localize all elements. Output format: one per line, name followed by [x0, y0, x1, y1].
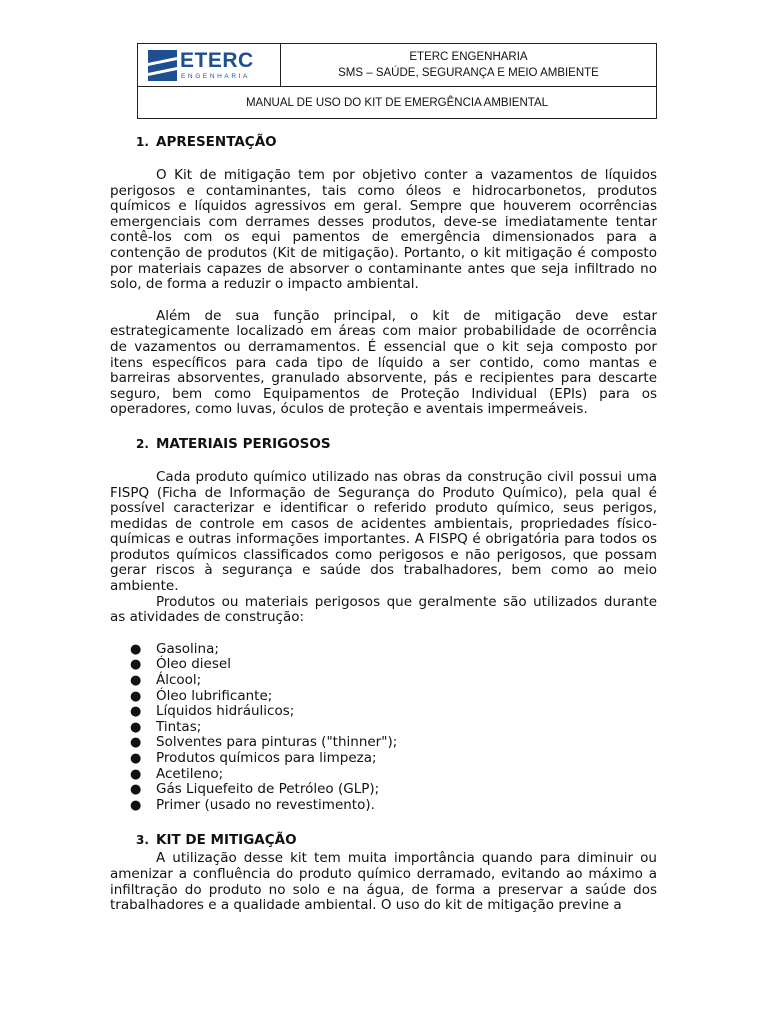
paragraph: A utilização desse kit tem muita importância quando para diminuir ou amenizar a confluência do produto químico derramado, evitando ao máximo a infiltração do produto no solo e na água, de forma a preservar a saúde dos trabalhadores e a qualidade ambiental. O uso do kit de mitigação previne a: [110, 850, 657, 914]
paragraph: O Kit de mitigação tem por objetivo conter a vazamentos de líquidos perigosos e contaminantes, tais como óleos e hidrocarbonetos, produtos químicos e líquidos agressivos em geral. Sempre que houverem ocorrências emergenciais com derrames desses produtos, deve-se imediatamente tentar contê-los com os equi pamentos de emergência dimensionados para a contenção de produtos (Kit de mitigação). Portanto, o kit mitigação é composto por materiais capazes de absorver o contaminante antes que seja infiltrado no solo, de forma a reduzir o impacto ambiental.: [110, 167, 657, 293]
list-item: ● Gás Liquefeito de Petróleo (GLP);: [130, 781, 380, 798]
bullet-icon: ●: [130, 688, 142, 704]
bullet-icon: ●: [130, 641, 142, 657]
logo-wordmark: ETERC: [180, 49, 254, 72]
header-top-row: [138, 44, 656, 87]
list-item: ● Acetileno;: [130, 765, 224, 782]
bullet-icon: ●: [130, 751, 142, 766]
document-title: MANUAL DE USO DO KIT DE EMERGÊNCIA AMBIENTAL: [245, 97, 549, 109]
list-item: ● Óleo lubrificante;: [130, 687, 273, 704]
logo-subtitle: ENGENHARIA: [181, 73, 250, 80]
section-heading: [110, 829, 657, 851]
section-number: 3.: [136, 832, 149, 847]
paragraph: Além de sua função principal, o kit de mitigação deve estar estrategicamente localizado em áreas com maior probabilidade de ocorrência de vazamentos ou derramamentos. É essencial que o kit seja composto por itens específicos para cada tipo de líquido a ser contido, como mantas e barreiras absorventes, granulado absorvente, pás e recipientes para descarte seguro, bem como Equipamentos de Proteção Individual (EPIs) para os operadores, como luvas, óculos de proteção e aventais impermeáveis.: [110, 307, 657, 418]
paragraph: Cada produto químico utilizado nas obras da construção civil possui uma FISPQ (Ficha de Informação de Segurança do Produto Químico), pela qual é possível caracterizar e identificar o referido produto químico, seus perigos, medidas de controle em casos de acidentes ambientais, propriedades físico-químicas e outras informações importantes. A FISPQ é obrigatória para todos os produtos químicos classificados como perigosos e não perigosos, que possam gerar riscos à segurança e saúde dos trabalhadores, bem como ao meio ambiente.: [110, 468, 657, 595]
section-title: KIT DE MITIGAÇÃO: [156, 831, 297, 848]
department-name: SMS – SAÚDE, SEGURANÇA E MEIO AMBIENTE: [338, 67, 599, 79]
list-item: ● Tintas;: [130, 718, 202, 735]
bullet-icon: ●: [130, 766, 142, 782]
list-item: ● Produtos químicos para limpeza;: [130, 750, 377, 766]
bullet-icon: ●: [130, 704, 142, 720]
bullet-icon: ●: [130, 719, 142, 735]
list-item: ● Gasolina;: [130, 640, 219, 657]
bullet-icon: ●: [130, 657, 142, 673]
bullet-icon: ●: [130, 673, 142, 689]
paragraph: Produtos ou materiais perigosos que geralmente são utilizados durante as atividades de construção:: [110, 593, 657, 626]
logo-mark-icon: [144, 48, 184, 84]
section-heading: [110, 434, 657, 456]
list-item: ● Primer (usado no revestimento).: [130, 796, 375, 813]
list-item: ● Óleo diesel: [130, 656, 231, 673]
company-name: ETERC ENGENHARIA: [409, 51, 528, 63]
document-header: [137, 43, 657, 119]
section-title: APRESENTAÇÃO: [156, 134, 277, 151]
list-item: ● Solventes para pinturas ("thinner");: [130, 734, 398, 751]
section-number: 2.: [136, 437, 149, 452]
company-info: [281, 44, 656, 86]
bullet-icon: ●: [130, 782, 142, 798]
bullet-icon: ●: [130, 797, 142, 813]
document-body: [110, 132, 657, 914]
bullet-icon: ●: [130, 735, 142, 751]
section-heading: [110, 132, 657, 154]
company-logo: [138, 44, 281, 86]
list-item: ● Líquidos hidráulicos;: [130, 703, 295, 720]
section-title: MATERIAIS PERIGOSOS: [156, 436, 331, 453]
section-number: 1.: [136, 135, 149, 150]
list-item: ● Álcool;: [130, 672, 202, 689]
hazardous-materials-list: [110, 642, 657, 814]
